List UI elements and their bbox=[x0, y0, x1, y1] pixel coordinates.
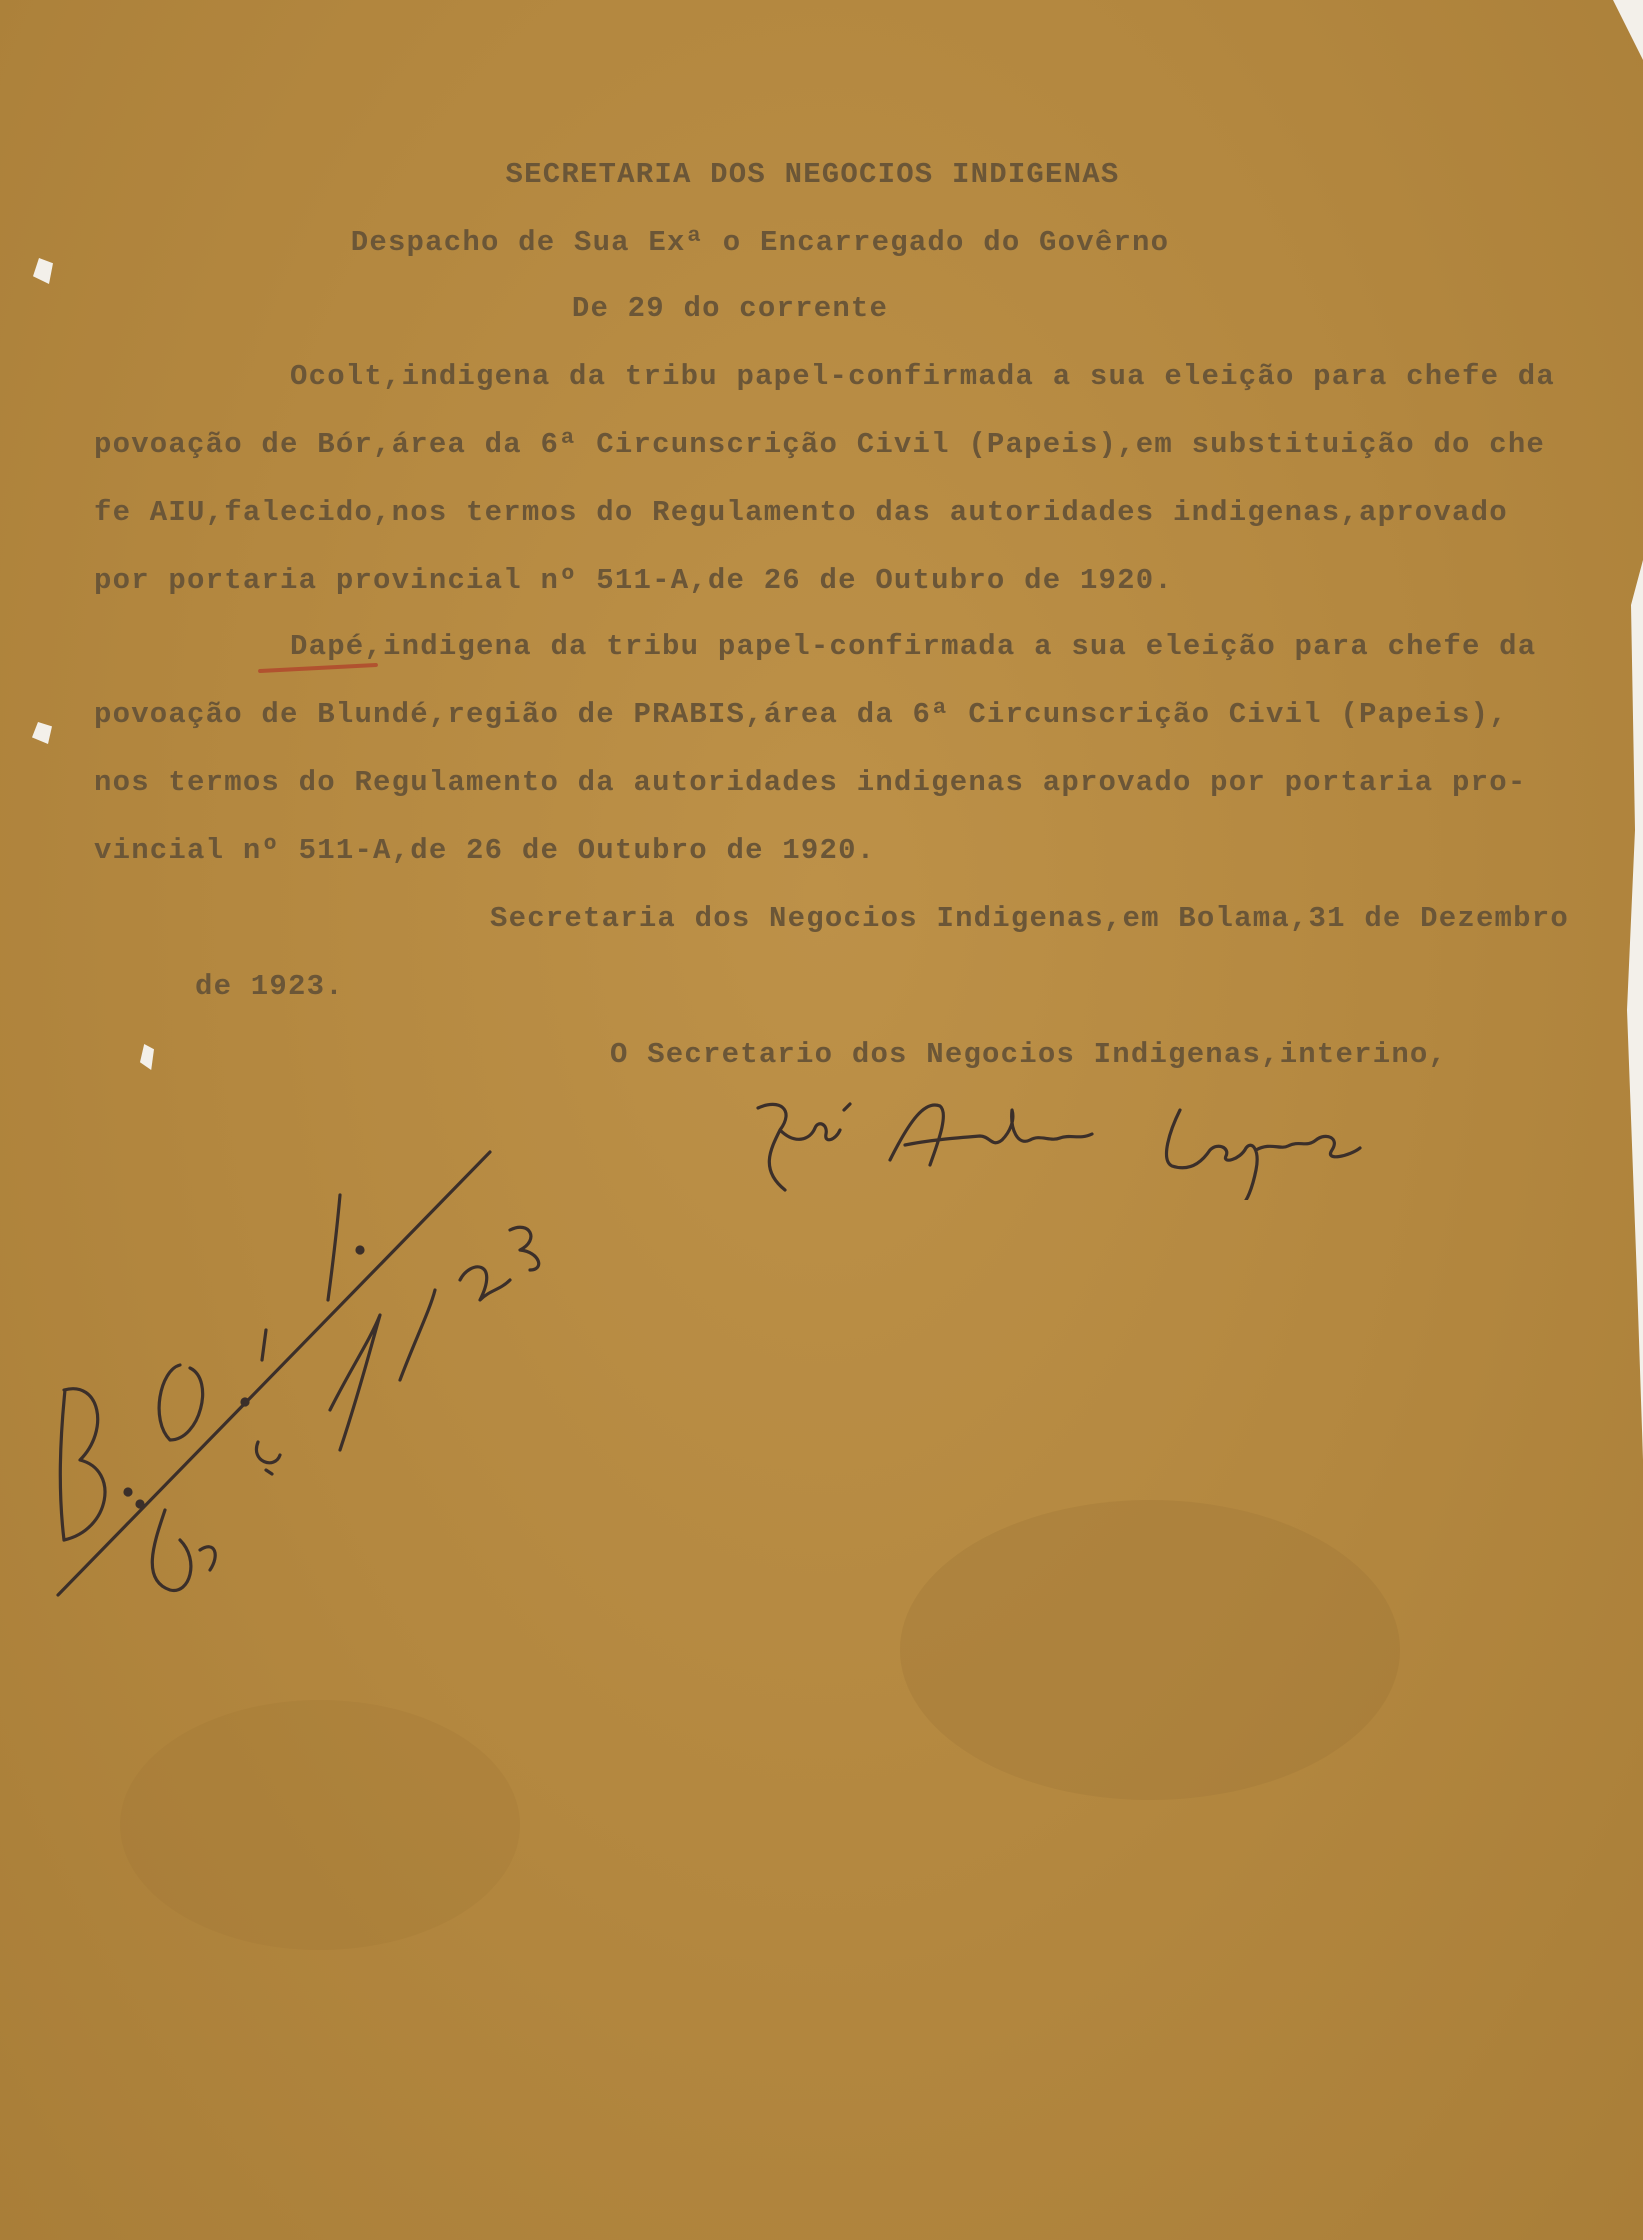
margin-note-handwriting bbox=[40, 1140, 560, 1620]
paper-stain bbox=[900, 1500, 1400, 1800]
handwritten-signature bbox=[740, 1090, 1380, 1200]
paper-hole bbox=[32, 722, 52, 744]
paragraph2-line: Dapé,indigena da tribu papel-confirmada a sua eleição para chefe da bbox=[290, 630, 1537, 663]
place-date-line: Secretaria dos Negocios Indigenas,em Bolama,31 de Dezembro bbox=[490, 902, 1569, 935]
header-title: SECRETARIA DOS NEGOCIOS INDIGENAS bbox=[505, 158, 1120, 191]
paragraph2-line: nos termos do Regulamento da autoridades indigenas aprovado por portaria pro- bbox=[94, 766, 1527, 799]
date-line: De 29 do corrente bbox=[571, 292, 889, 325]
signatory-title: O Secretario dos Negocios Indigenas,interino, bbox=[610, 1038, 1448, 1071]
paragraph1-line: fe AIU,falecido,nos termos do Regulamento das autoridades indigenas,aprovado bbox=[94, 496, 1508, 529]
paper-stain bbox=[120, 1700, 520, 1950]
paper-edge-damage bbox=[1613, 0, 1643, 60]
place-date-line: de 1923. bbox=[195, 970, 344, 1003]
paragraph1-line: Ocolt,indigena da tribu papel-confirmada a sua eleição para chefe da bbox=[290, 360, 1555, 393]
paper-edge-damage bbox=[1623, 560, 1643, 1460]
paper-hole bbox=[33, 258, 53, 284]
red-pencil-mark bbox=[258, 663, 378, 673]
paragraph2-line: vincial nº 511-A,de 26 de Outubro de 1920. bbox=[94, 834, 876, 867]
paragraph2-line: povoação de Blundé,região de PRABIS,área da 6ª Circunscrição Civil (Papeis), bbox=[94, 698, 1508, 731]
paragraph1-line: por portaria provincial nº 511-A,de 26 de Outubro de 1920. bbox=[94, 564, 1173, 597]
paper-hole bbox=[140, 1044, 154, 1070]
subheader: Despacho de Sua Exª o Encarregado do Govêrno bbox=[350, 226, 1170, 259]
paragraph1-line: povoação de Bór,área da 6ª Circunscrição Civil (Papeis),em substituição do che bbox=[94, 428, 1546, 461]
